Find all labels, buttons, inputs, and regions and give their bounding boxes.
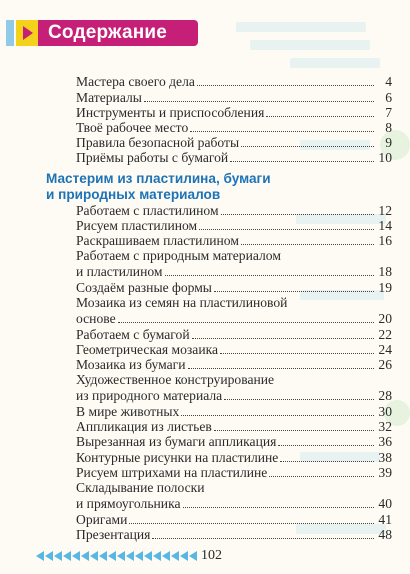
arrow-left-icon <box>162 551 170 561</box>
arrow-left-icon <box>54 551 62 561</box>
toc-entry[interactable]: Правила безопасной работы 9 <box>76 135 392 150</box>
toc-entry[interactable]: Мозаика из бумаги 26 <box>76 357 392 372</box>
arrow-left-icon <box>36 551 44 561</box>
toc-entry[interactable]: Аппликация из листьев 32 <box>76 419 392 434</box>
arrow-left-icon <box>81 551 89 561</box>
play-triangle-icon <box>23 26 33 40</box>
arrow-left-icon <box>126 551 134 561</box>
toc-entry[interactable]: Твоё рабочее место 8 <box>76 120 392 135</box>
toc-entry[interactable]: Контурные рисунки на пластилине 38 <box>76 450 392 465</box>
arrow-left-icon <box>108 551 116 561</box>
arrow-left-icon <box>153 551 161 561</box>
toc-entry[interactable]: Рисуем штрихами на пластилине 39 <box>76 465 392 480</box>
arrow-left-icon <box>171 551 179 561</box>
toc-entry[interactable]: Рисуем пластилином 14 <box>76 218 392 233</box>
arrow-left-icon <box>90 551 98 561</box>
toc-entry[interactable]: В мире животных 30 <box>76 404 392 419</box>
toc-entry[interactable]: Мозаика из семян на пластилиновой основе 20 <box>76 295 392 326</box>
header-side-strip <box>6 20 14 46</box>
toc-entry[interactable]: Приёмы работы с бумагой 10 <box>76 150 392 165</box>
toc-entry[interactable]: Раскрашиваем пластилином 16 <box>76 233 392 248</box>
page-number: 102 <box>201 548 222 563</box>
toc-entry[interactable]: Мастера своего дела 4 <box>76 74 392 89</box>
arrow-left-icon <box>189 551 197 561</box>
toc-entry[interactable]: Работаем с пластилином 12 <box>76 203 392 218</box>
toc-entry[interactable]: Материалы 6 <box>76 90 392 105</box>
arrow-left-icon <box>45 551 53 561</box>
toc-entry[interactable]: Создаём разные формы 19 <box>76 280 392 295</box>
toc-entry[interactable]: Оригами 41 <box>76 512 392 527</box>
arrow-left-icon <box>99 551 107 561</box>
arrow-left-icon <box>72 551 80 561</box>
arrow-left-icon <box>180 551 188 561</box>
section-heading-line: Мастерим из пластилина, бумаги <box>46 171 271 186</box>
toc-entry[interactable]: Инструменты и приспособления 7 <box>76 105 392 120</box>
contents-header <box>16 20 198 46</box>
toc-entry[interactable]: Складывание полоски и прямоугольника 40 <box>76 480 392 511</box>
arrow-left-icon <box>135 551 143 561</box>
header-marker <box>16 20 38 46</box>
section-heading <box>46 171 296 203</box>
toc-entry[interactable]: Презентация 48 <box>76 527 392 542</box>
toc-entry[interactable]: Геометрическая мозаика 24 <box>76 342 392 357</box>
arrow-left-icon <box>63 551 71 561</box>
arrow-left-icon <box>144 551 152 561</box>
section-heading-line: и природных материалов <box>46 187 221 202</box>
arrow-left-icon <box>117 551 125 561</box>
toc-entry[interactable]: Художественное конструирование из природного материала 28 <box>76 372 392 403</box>
page-title: Содержание <box>48 22 168 43</box>
toc-entry[interactable]: Работаем с бумагой 22 <box>76 327 392 342</box>
toc-entry[interactable]: Работаем с природным материалом и пластилином 18 <box>76 248 392 279</box>
toc-entry[interactable]: Вырезанная из бумаги аппликация 36 <box>76 434 392 449</box>
page-footer <box>36 549 222 563</box>
